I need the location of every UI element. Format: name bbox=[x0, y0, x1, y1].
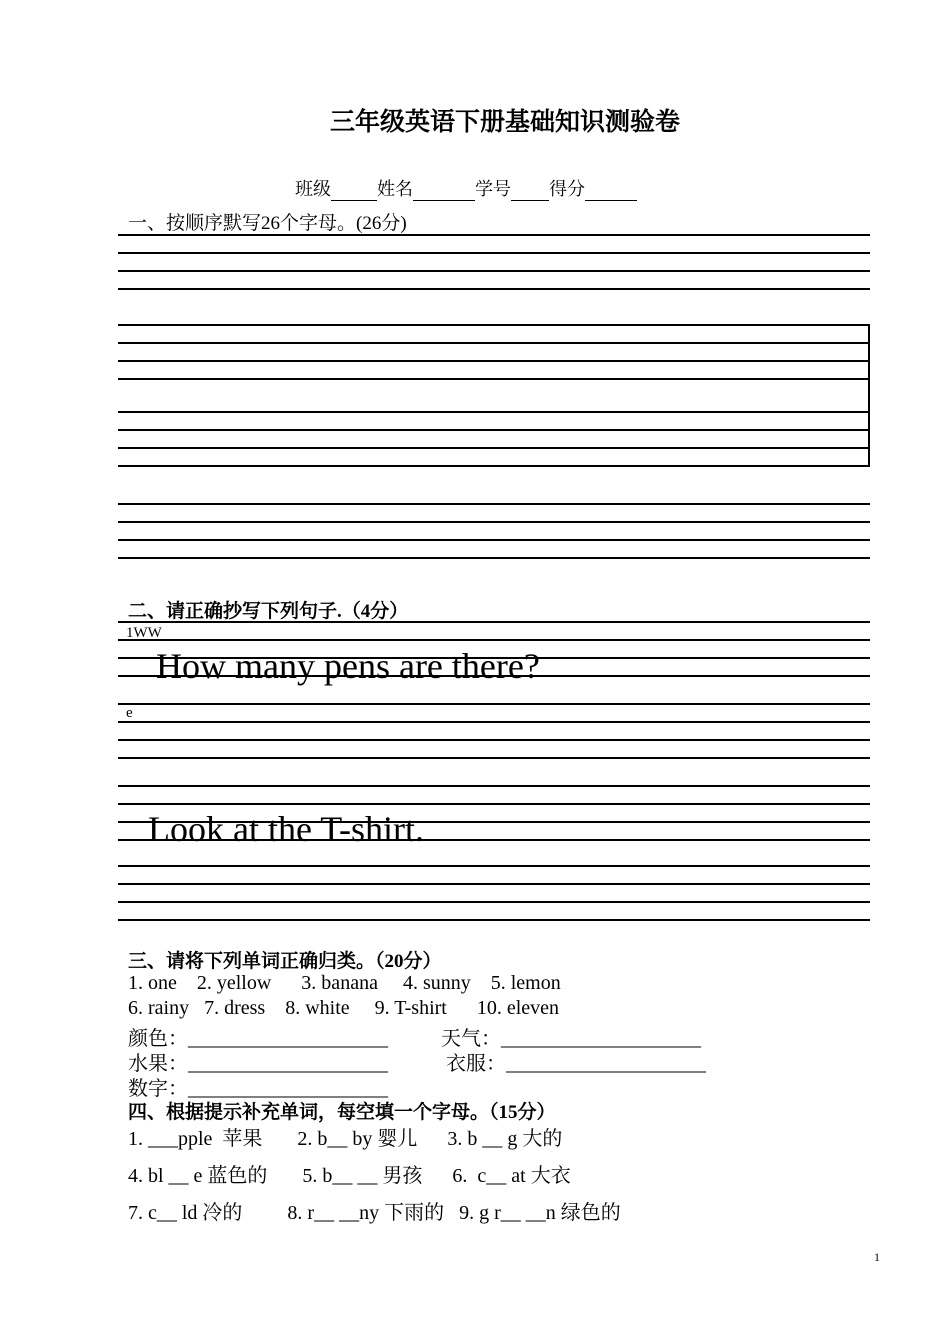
class-blank[interactable] bbox=[331, 182, 377, 201]
number-blank[interactable] bbox=[511, 182, 549, 201]
fill-row-2[interactable]: 4. bl __ e 蓝色的 5. b__ __ 男孩 6. c__ at 大衣 bbox=[128, 1165, 571, 1187]
fill-row-3[interactable]: 7. c__ ld 冷的 8. r__ __ny 下雨的 9. g r__ __n 绿色的 bbox=[128, 1202, 621, 1224]
section2-heading: 二、请正确抄写下列句子.（4分） bbox=[128, 601, 409, 622]
section1-heading: 一、按顺序默写26个字母。(26分) bbox=[128, 213, 407, 234]
category-weather[interactable]: 天气：____________________ bbox=[441, 1028, 701, 1050]
name-label: 姓名 bbox=[377, 179, 413, 199]
page-title: 三年级英语下册基础知识测验卷 bbox=[329, 109, 680, 136]
section3-heading: 三、请将下列单词正确归类。（20分） bbox=[128, 951, 442, 972]
word-list-line2: 6. rainy 7. dress 8. white 9. T-shirt 10. eleven bbox=[128, 997, 560, 1019]
number-label: 学号 bbox=[475, 179, 511, 199]
score-blank[interactable] bbox=[585, 182, 637, 201]
margin-mark-top: 1WW bbox=[126, 625, 162, 641]
sentence-1: How many pens are there? bbox=[156, 646, 540, 686]
fill-row-1[interactable]: 1. ___pple 苹果 2. b__ by 婴儿 3. b __ g 大的 bbox=[128, 1128, 563, 1150]
category-color[interactable]: 颜色：____________________ bbox=[128, 1028, 388, 1050]
margin-mark-bottom: e bbox=[126, 705, 133, 721]
category-fruit[interactable]: 水果：____________________ bbox=[128, 1053, 388, 1075]
score-label: 得分 bbox=[549, 179, 585, 199]
word-list-line1: 1. one 2. yellow 3. banana 4. sunny 5. lemon bbox=[128, 972, 561, 994]
sentence-2: Look at the T-shirt. bbox=[148, 809, 424, 849]
category-number[interactable]: 数字：____________________ bbox=[128, 1078, 388, 1100]
category-clothes[interactable]: 衣服：____________________ bbox=[446, 1053, 706, 1075]
name-blank[interactable] bbox=[413, 182, 475, 201]
student-info-row bbox=[0, 175, 932, 201]
class-label: 班级 bbox=[295, 179, 331, 199]
writing-frame bbox=[118, 325, 870, 466]
page-number: 1 bbox=[874, 1250, 880, 1264]
section4-heading: 四、根据提示补充单词，每空填一个字母。（15分） bbox=[128, 1102, 556, 1123]
